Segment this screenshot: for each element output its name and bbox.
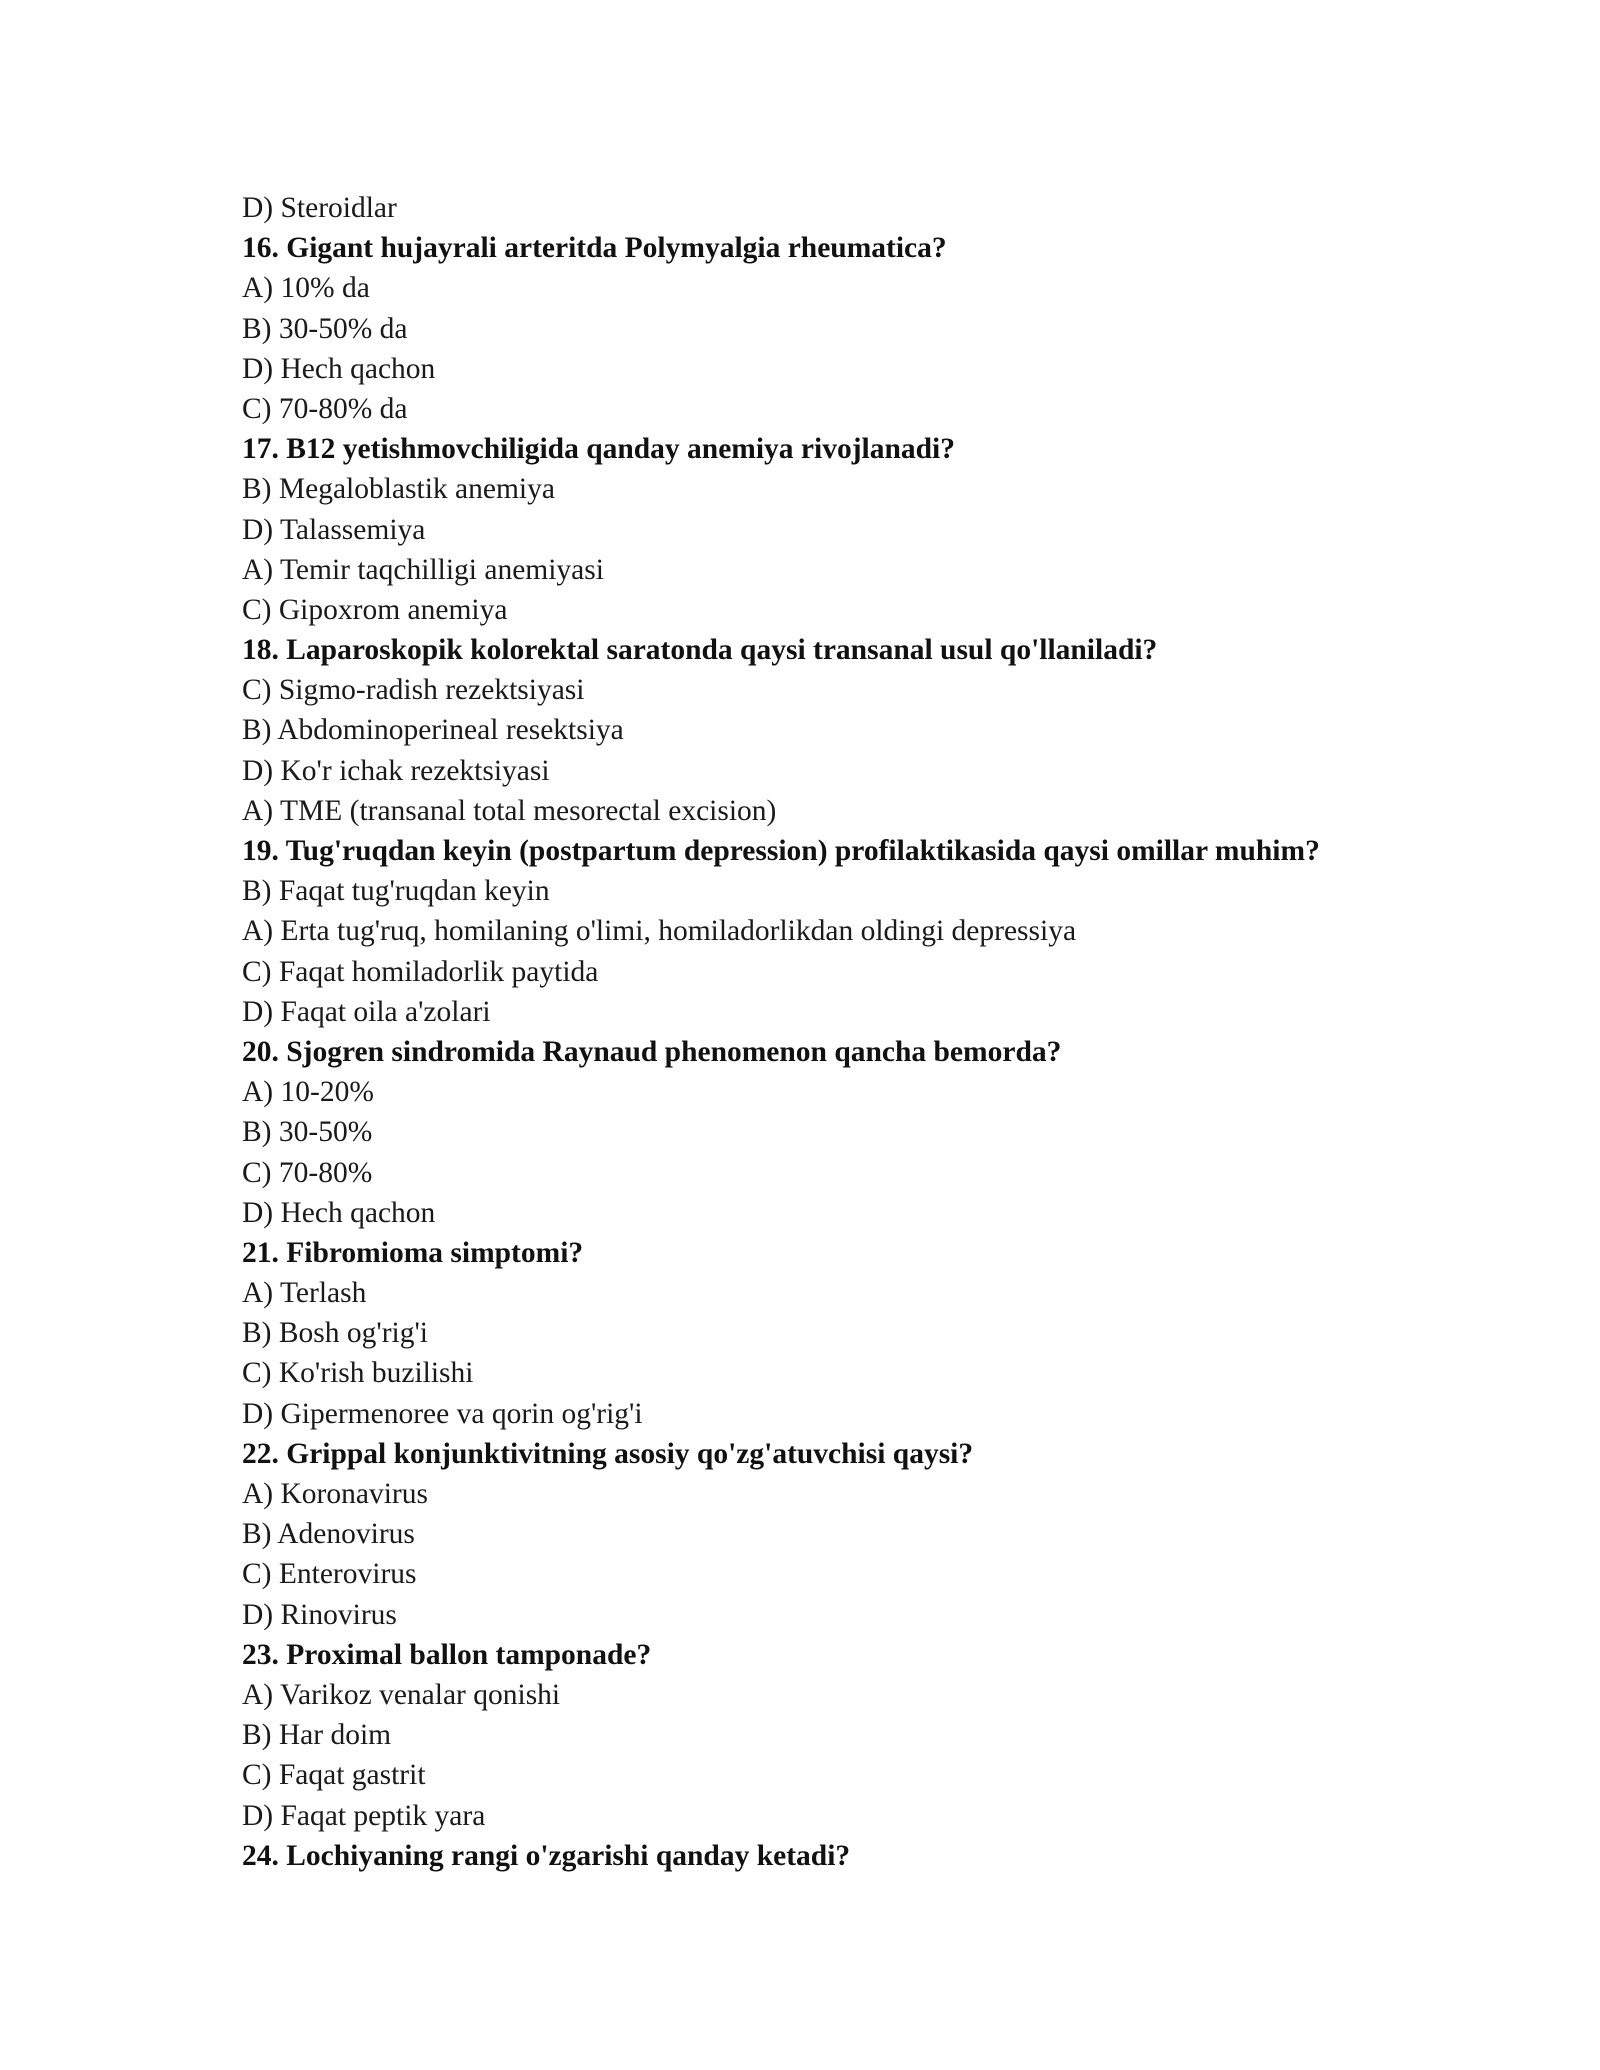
question-block-19 <box>242 831 1442 1032</box>
question-heading: 23. Proximal ballon tamponade? <box>242 1638 652 1671</box>
option-line: C) Gipoxrom anemiya <box>242 593 508 626</box>
question-block-22 <box>242 1434 1442 1635</box>
option-line: A) Terlash <box>242 1277 367 1310</box>
option-line: C) Sigmo-radish rezektsiyasi <box>242 674 585 707</box>
option-line: B) 30-50% <box>242 1116 373 1149</box>
option-line: A) Temir taqchilligi anemiyasi <box>242 553 604 586</box>
option-line: D) Talassemiya <box>242 513 426 546</box>
question-block-17 <box>242 429 1442 630</box>
option-line: C) 70-80% da <box>242 392 408 425</box>
option-line: A) Koronavirus <box>242 1478 428 1510</box>
question-block-23 <box>242 1635 1442 1836</box>
option-line: C) Faqat homiladorlik paytida <box>242 955 599 988</box>
question-block-18 <box>242 630 1442 831</box>
option-line: B) Megaloblastik anemiya <box>242 473 555 506</box>
option-line: D) Faqat peptik yara <box>242 1799 486 1832</box>
option-line: D) Rinovirus <box>242 1598 397 1631</box>
option-line: B) Har doim <box>242 1719 392 1752</box>
option-line: D) Faqat oila a'zolari <box>242 995 491 1028</box>
option-line: A) 10-20% <box>242 1076 374 1109</box>
quiz-content <box>242 188 1442 1876</box>
question-block-21 <box>242 1233 1442 1434</box>
question-heading: 18. Laparoskopik kolorektal saratonda qaysi transanal usul qo'llaniladi? <box>242 634 1158 667</box>
option-line: A) TME (transanal total mesorectal excision) <box>242 794 777 827</box>
option-line: B) Faqat tug'ruqdan keyin <box>242 875 550 908</box>
question-heading: 24. Lochiyaning rangi o'zgarishi qanday ketadi? <box>242 1839 851 1872</box>
option-line: D) Ko'r ichak rezektsiyasi <box>242 754 550 787</box>
question-heading: 17. B12 yetishmovchiligida qanday anemiya rivojlanadi? <box>242 433 955 466</box>
option-line: C) Ko'rish buzilishi <box>242 1357 474 1390</box>
option-line: C) 70-80% <box>242 1156 373 1189</box>
option-line: D) Steroidlar <box>242 192 397 224</box>
question-block-20 <box>242 1032 1442 1233</box>
question-block-16 <box>242 228 1442 429</box>
option-line: D) Hech qachon <box>242 352 436 385</box>
question-heading: 22. Grippal konjunktivitning asosiy qo'zg'atuvchisi qaysi? <box>242 1437 974 1470</box>
option-line: B) 30-50% da <box>242 312 408 345</box>
option-line: D) Gipermenoree va qorin og'rig'i <box>242 1397 643 1430</box>
question-heading: 16. Gigant hujayrali arteritda Polymyalgia rheumatica? <box>242 232 947 265</box>
question-heading: 19. Tug'ruqdan keyin (postpartum depression) profilaktikasida qaysi omillar muhim? <box>242 835 1320 867</box>
question-block-24 <box>242 1836 1442 1876</box>
option-line: B) Bosh og'rig'i <box>242 1317 429 1350</box>
option-line: C) Enterovirus <box>242 1558 417 1591</box>
option-line: A) Erta tug'ruq, homilaning o'limi, homiladorlikdan oldingi depressiya <box>242 915 1077 948</box>
option-line: A) Varikoz venalar qonishi <box>242 1678 561 1711</box>
option-line: D) Hech qachon <box>242 1196 436 1229</box>
option-line: B) Abdominoperineal resektsiya <box>242 714 624 747</box>
option-line: A) 10% da <box>242 272 370 305</box>
option-line: C) Faqat gastrit <box>242 1759 426 1792</box>
question-heading: 21. Fibromioma simptomi? <box>242 1236 584 1269</box>
question-heading: 20. Sjogren sindromida Raynaud phenomenon qancha bemorda? <box>242 1035 1062 1068</box>
option-line: B) Adenovirus <box>242 1518 415 1551</box>
